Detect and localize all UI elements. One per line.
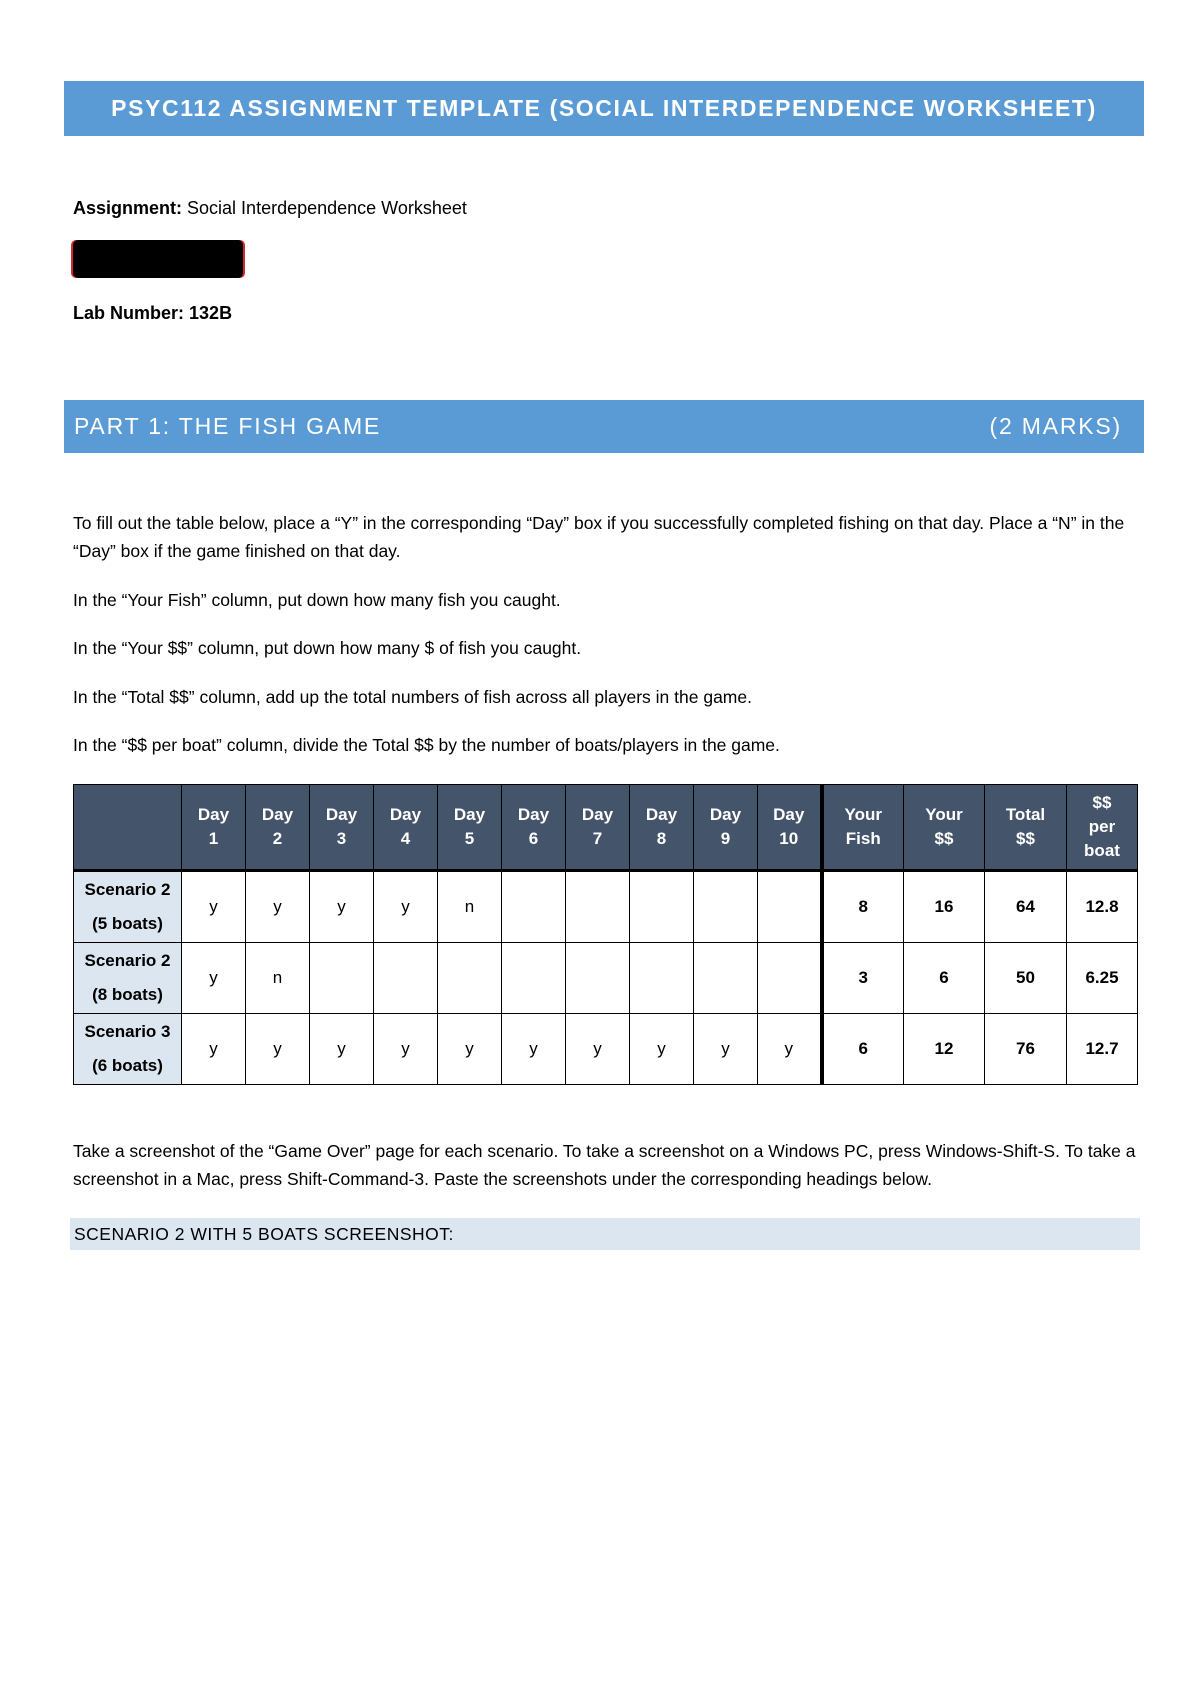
day-cell[interactable]	[566, 871, 630, 943]
day-cell[interactable]	[694, 943, 758, 1014]
day-cell[interactable]: y	[502, 1014, 566, 1085]
day-cell[interactable]: y	[630, 1014, 694, 1085]
assignment-value: Social Interdependence Worksheet	[187, 198, 467, 218]
day-cell[interactable]	[630, 871, 694, 943]
day-header: Day 2	[246, 785, 310, 871]
instruction-paragraph: In the “Your Fish” column, put down how many fish you caught.	[73, 590, 561, 610]
document-title: PSYC112 ASSIGNMENT TEMPLATE (SOCIAL INTERDEPENDENCE WORKSHEET)	[111, 95, 1097, 121]
per-boat-cell[interactable]: 12.8	[1067, 871, 1138, 943]
day-header: Day 6	[502, 785, 566, 871]
day-cell[interactable]: n	[438, 871, 502, 943]
scenario-screenshot-heading	[70, 1218, 1140, 1250]
day-cell[interactable]: y	[374, 1014, 438, 1085]
day-header: Day 8	[630, 785, 694, 871]
day-cell[interactable]	[566, 943, 630, 1014]
day-cell[interactable]	[374, 943, 438, 1014]
day-header: Day 5	[438, 785, 502, 871]
total-money-cell[interactable]: 64	[985, 871, 1067, 943]
scenario-label: Scenario 2 (5 boats)	[74, 871, 182, 943]
your-money-cell[interactable]: 12	[904, 1014, 985, 1085]
your-fish-cell[interactable]: 3	[822, 943, 904, 1014]
day-cell[interactable]: y	[246, 871, 310, 943]
day-cell[interactable]: y	[438, 1014, 502, 1085]
per-boat-header: $$ per boat	[1067, 785, 1138, 871]
per-boat-cell[interactable]: 12.7	[1067, 1014, 1138, 1085]
assignment-line	[73, 198, 467, 219]
table-row	[74, 1014, 1138, 1085]
total-money-cell[interactable]: 76	[985, 1014, 1067, 1085]
day-header: Day 9	[694, 785, 758, 871]
total-money-cell[interactable]: 50	[985, 943, 1067, 1014]
day-header: Day 7	[566, 785, 630, 871]
day-cell[interactable]: n	[246, 943, 310, 1014]
day-header: Day 1	[182, 785, 246, 871]
day-cell[interactable]	[630, 943, 694, 1014]
day-cell[interactable]: y	[374, 871, 438, 943]
day-cell[interactable]: y	[310, 871, 374, 943]
scenario-label: Scenario 2 (8 boats)	[74, 943, 182, 1014]
total-money-header: Total $$	[985, 785, 1067, 871]
document-title-banner	[64, 81, 1144, 136]
day-cell[interactable]	[502, 943, 566, 1014]
day-cell[interactable]: y	[182, 1014, 246, 1085]
day-cell[interactable]: y	[182, 871, 246, 943]
part1-banner	[64, 400, 1144, 453]
redacted-name-block	[73, 240, 243, 278]
screenshot-instruction: Take a screenshot of the “Game Over” page for each scenario. To take a screenshot on a Windows PC, press Windows-Shift-S. To take a screenshot in a Mac, press Shift-Command-3. Paste the screenshots under the corresponding headings below.	[73, 1141, 1136, 1189]
per-boat-cell[interactable]: 6.25	[1067, 943, 1138, 1014]
lab-number-line	[73, 303, 232, 324]
day-cell[interactable]: y	[566, 1014, 630, 1085]
day-cell[interactable]: y	[182, 943, 246, 1014]
lab-label: Lab Number:	[73, 303, 185, 323]
scenario-label: Scenario 3 (6 boats)	[74, 1014, 182, 1085]
scenario-heading-text: SCENARIO 2 WITH 5 BOATS SCREENSHOT:	[74, 1223, 454, 1244]
day-cell[interactable]	[758, 943, 822, 1014]
day-cell[interactable]	[438, 943, 502, 1014]
table-row	[74, 871, 1138, 943]
corner-cell	[74, 785, 182, 871]
your-fish-header: Your Fish	[822, 785, 904, 871]
day-header: Day 3	[310, 785, 374, 871]
day-cell[interactable]	[758, 871, 822, 943]
instruction-paragraph: In the “Total $$” column, add up the total numbers of fish across all players in the game.	[73, 687, 752, 707]
instruction-paragraph: In the “$$ per boat” column, divide the Total $$ by the number of boats/players in the game.	[73, 735, 780, 755]
part1-title: PART 1: THE FISH GAME	[74, 413, 382, 439]
day-cell[interactable]: y	[310, 1014, 374, 1085]
day-cell[interactable]	[694, 871, 758, 943]
instruction-paragraph: To fill out the table below, place a “Y” in the corresponding “Day” box if you successfully completed fishing on that day. Place a “N” in the “Day” box if the game finished on that day.	[73, 513, 1125, 561]
day-cell[interactable]: y	[246, 1014, 310, 1085]
fish-game-table	[73, 784, 1138, 1085]
day-cell[interactable]	[310, 943, 374, 1014]
day-cell[interactable]	[502, 871, 566, 943]
day-header: Day 10	[758, 785, 822, 871]
day-cell[interactable]: y	[758, 1014, 822, 1085]
your-fish-cell[interactable]: 6	[822, 1014, 904, 1085]
day-cell[interactable]: y	[694, 1014, 758, 1085]
instruction-paragraph: In the “Your $$” column, put down how many $ of fish you caught.	[73, 638, 582, 658]
table-row	[74, 943, 1138, 1014]
part1-marks: (2 MARKS)	[989, 413, 1122, 439]
assignment-label: Assignment:	[73, 198, 183, 218]
your-money-cell[interactable]: 16	[904, 871, 985, 943]
day-header: Day 4	[374, 785, 438, 871]
your-money-header: Your $$	[904, 785, 985, 871]
your-money-cell[interactable]: 6	[904, 943, 985, 1014]
lab-value: 132B	[189, 303, 233, 323]
your-fish-cell[interactable]: 8	[822, 871, 904, 943]
table-header-row	[74, 785, 1138, 871]
